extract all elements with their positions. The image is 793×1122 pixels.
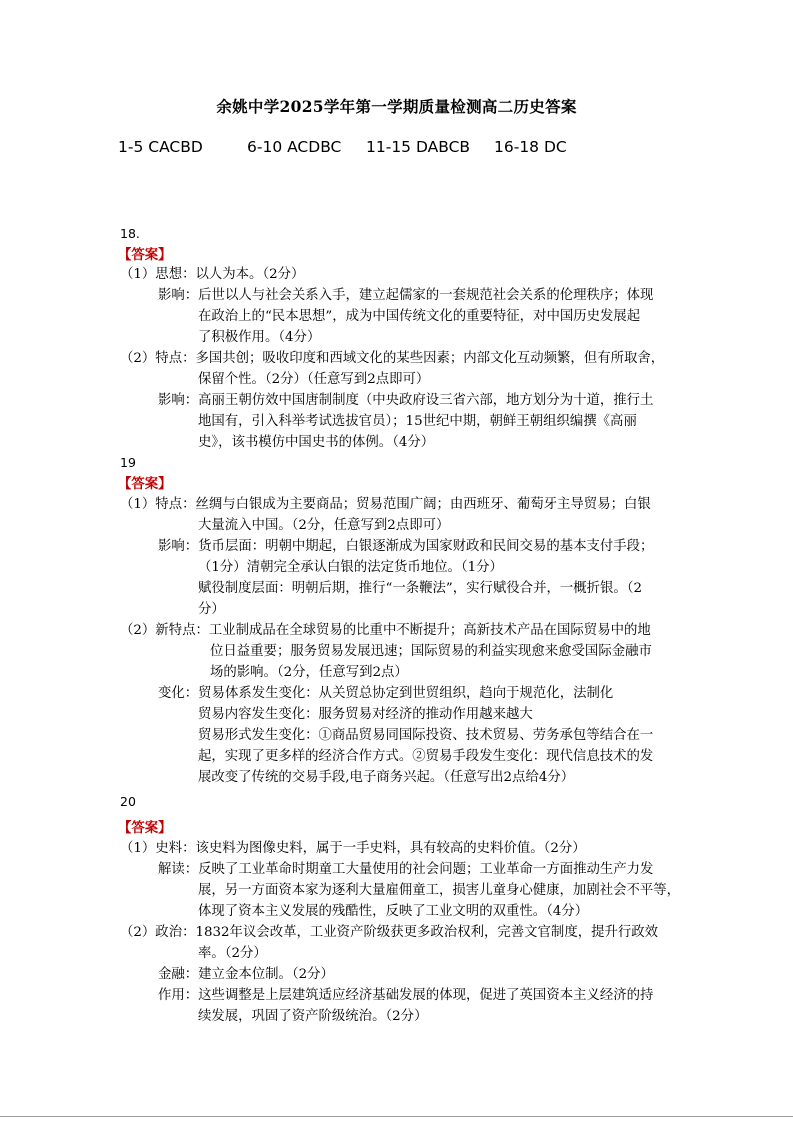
q18-line-8: 地国有，引入科举考试选拔官员）；15世纪中期，朝鲜王朝组织编撰《高丽: [198, 414, 637, 429]
q20-line-6: 率。（2分）: [198, 946, 267, 961]
mc-answers-6-10: 6-10 ACDBC: [247, 138, 342, 156]
q18-line-7: 影响：高丽王朝仿效中国唐制制度（中央政府设三省六部，地方划分为十道，推行土: [158, 393, 654, 408]
q20-line-3: 展，另一方面资本家为逐利大量雇佣童工，损害儿童身心健康，加剧社会不平等，: [198, 883, 681, 898]
q18-line-9: 史》，该书模仿中国史书的体例。（4分）: [198, 435, 435, 450]
answer-tag-19: 【答案】: [118, 476, 172, 492]
q20-line-9: 续发展，巩固了资产阶级统治。（2分）: [198, 1009, 428, 1024]
q18-line-3: 在政治上的“民本思想”，成为中国传统文化的重要特征，对中国历史发展起: [198, 309, 641, 324]
q19-line-11: 贸易内容发生变化：服务贸易对经济的推动作用越来越大: [198, 707, 533, 722]
answer-tag-18: 【答案】: [118, 247, 172, 263]
q19-line-6: 分）: [198, 602, 225, 617]
mc-answers-16-18: 16-18 DC: [494, 138, 567, 156]
q18-line-5: （2）特点：多国共创；吸收印度和西域文化的某些因素；内部文化互动频繁，但有所取舍，: [120, 351, 665, 366]
q20-line-2: 解读：反映了工业革命时期童工大量使用的社会问题；工业革命一方面推动生产力发: [158, 862, 654, 877]
q19-line-9: 场的影响。（2分，任意写到2点）: [210, 665, 408, 680]
q18-line-1: （1）思想：以人为本。（2分）: [120, 267, 305, 282]
q20-line-7: 金融：建立金本位制。（2分）: [158, 967, 334, 982]
page-bottom-divider: [0, 1116, 793, 1117]
question-19-number: 19: [120, 455, 136, 470]
q19-line-5: 赋役制度层面：明朝后期，推行“一条鞭法”，实行赋役合并，一概折银。（2: [198, 581, 643, 596]
page-title: 余姚中学2025学年第一学期质量检测高二历史答案: [216, 97, 577, 116]
q18-line-2: 影响：后世以人与社会关系入手，建立起儒家的一套规范社会关系的伦理秩序；体现: [158, 288, 654, 303]
q19-line-1: （1）特点：丝绸与白银成为主要商品；贸易范围广阔；由西班牙、葡萄牙主导贸易；白银: [120, 497, 651, 512]
q19-line-12: 贸易形式发生变化：①商品贸易同国际投资、技术贸易、劳务承包等结合在一: [198, 728, 654, 743]
q20-line-1: （1）史料：该史料为图像史料，属于一手史料，具有较高的史料价值。（2分）: [120, 841, 586, 856]
mc-answers-1-5: 1-5 CACBD: [118, 138, 203, 156]
q19-line-8: 位日益重要；服务贸易发展迅速；国际贸易的利益实现愈来愈受国际金融市: [210, 644, 652, 659]
q19-line-14: 展改变了传统的交易手段,电子商务兴起。（任意写出2点给4分）: [198, 770, 575, 785]
q19-line-3: 影响：货币层面：明朝中期起，白银逐渐成为国家财政和民间交易的基本支付手段；: [158, 539, 654, 554]
q18-line-4: 了积极作用。（4分）: [198, 330, 321, 345]
q19-line-2: 大量流入中国。（2分，任意写到2点即可）: [198, 518, 450, 533]
question-18-number: 18.: [120, 226, 140, 241]
question-20-number: 20: [120, 794, 136, 809]
q19-line-13: 起，实现了更多样的经济合作方式。②贸易手段发生变化：现代信息技术的发: [198, 749, 654, 764]
q20-line-4: 体现了资本主义发展的残酷性，反映了工业文明的双重性。（4分）: [198, 904, 589, 919]
q20-line-8: 作用：这些调整是上层建筑适应经济基础发展的体现，促进了英国资本主义经济的持: [158, 988, 654, 1003]
mc-answers-11-15: 11-15 DABCB: [366, 138, 471, 156]
q20-line-5: （2）政治：1832年议会改革，工业资产阶级获更多政治权利，完善文官制度，提升行政效: [120, 925, 659, 940]
answer-tag-20: 【答案】: [118, 820, 172, 836]
q19-line-10: 变化：贸易体系发生变化：从关贸总协定到世贸组织，趋向于规范化，法制化: [158, 686, 614, 701]
q19-line-7: （2）新特点：工业制成品在全球贸易的比重中不断提升；高新技术产品在国际贸易中的地: [120, 623, 651, 638]
q19-line-4: （1分）清朝完全承认白银的法定货币地位。（1分）: [198, 560, 503, 575]
q18-line-6: 保留个性。（2分）（任意写到2点即可）: [198, 372, 430, 387]
